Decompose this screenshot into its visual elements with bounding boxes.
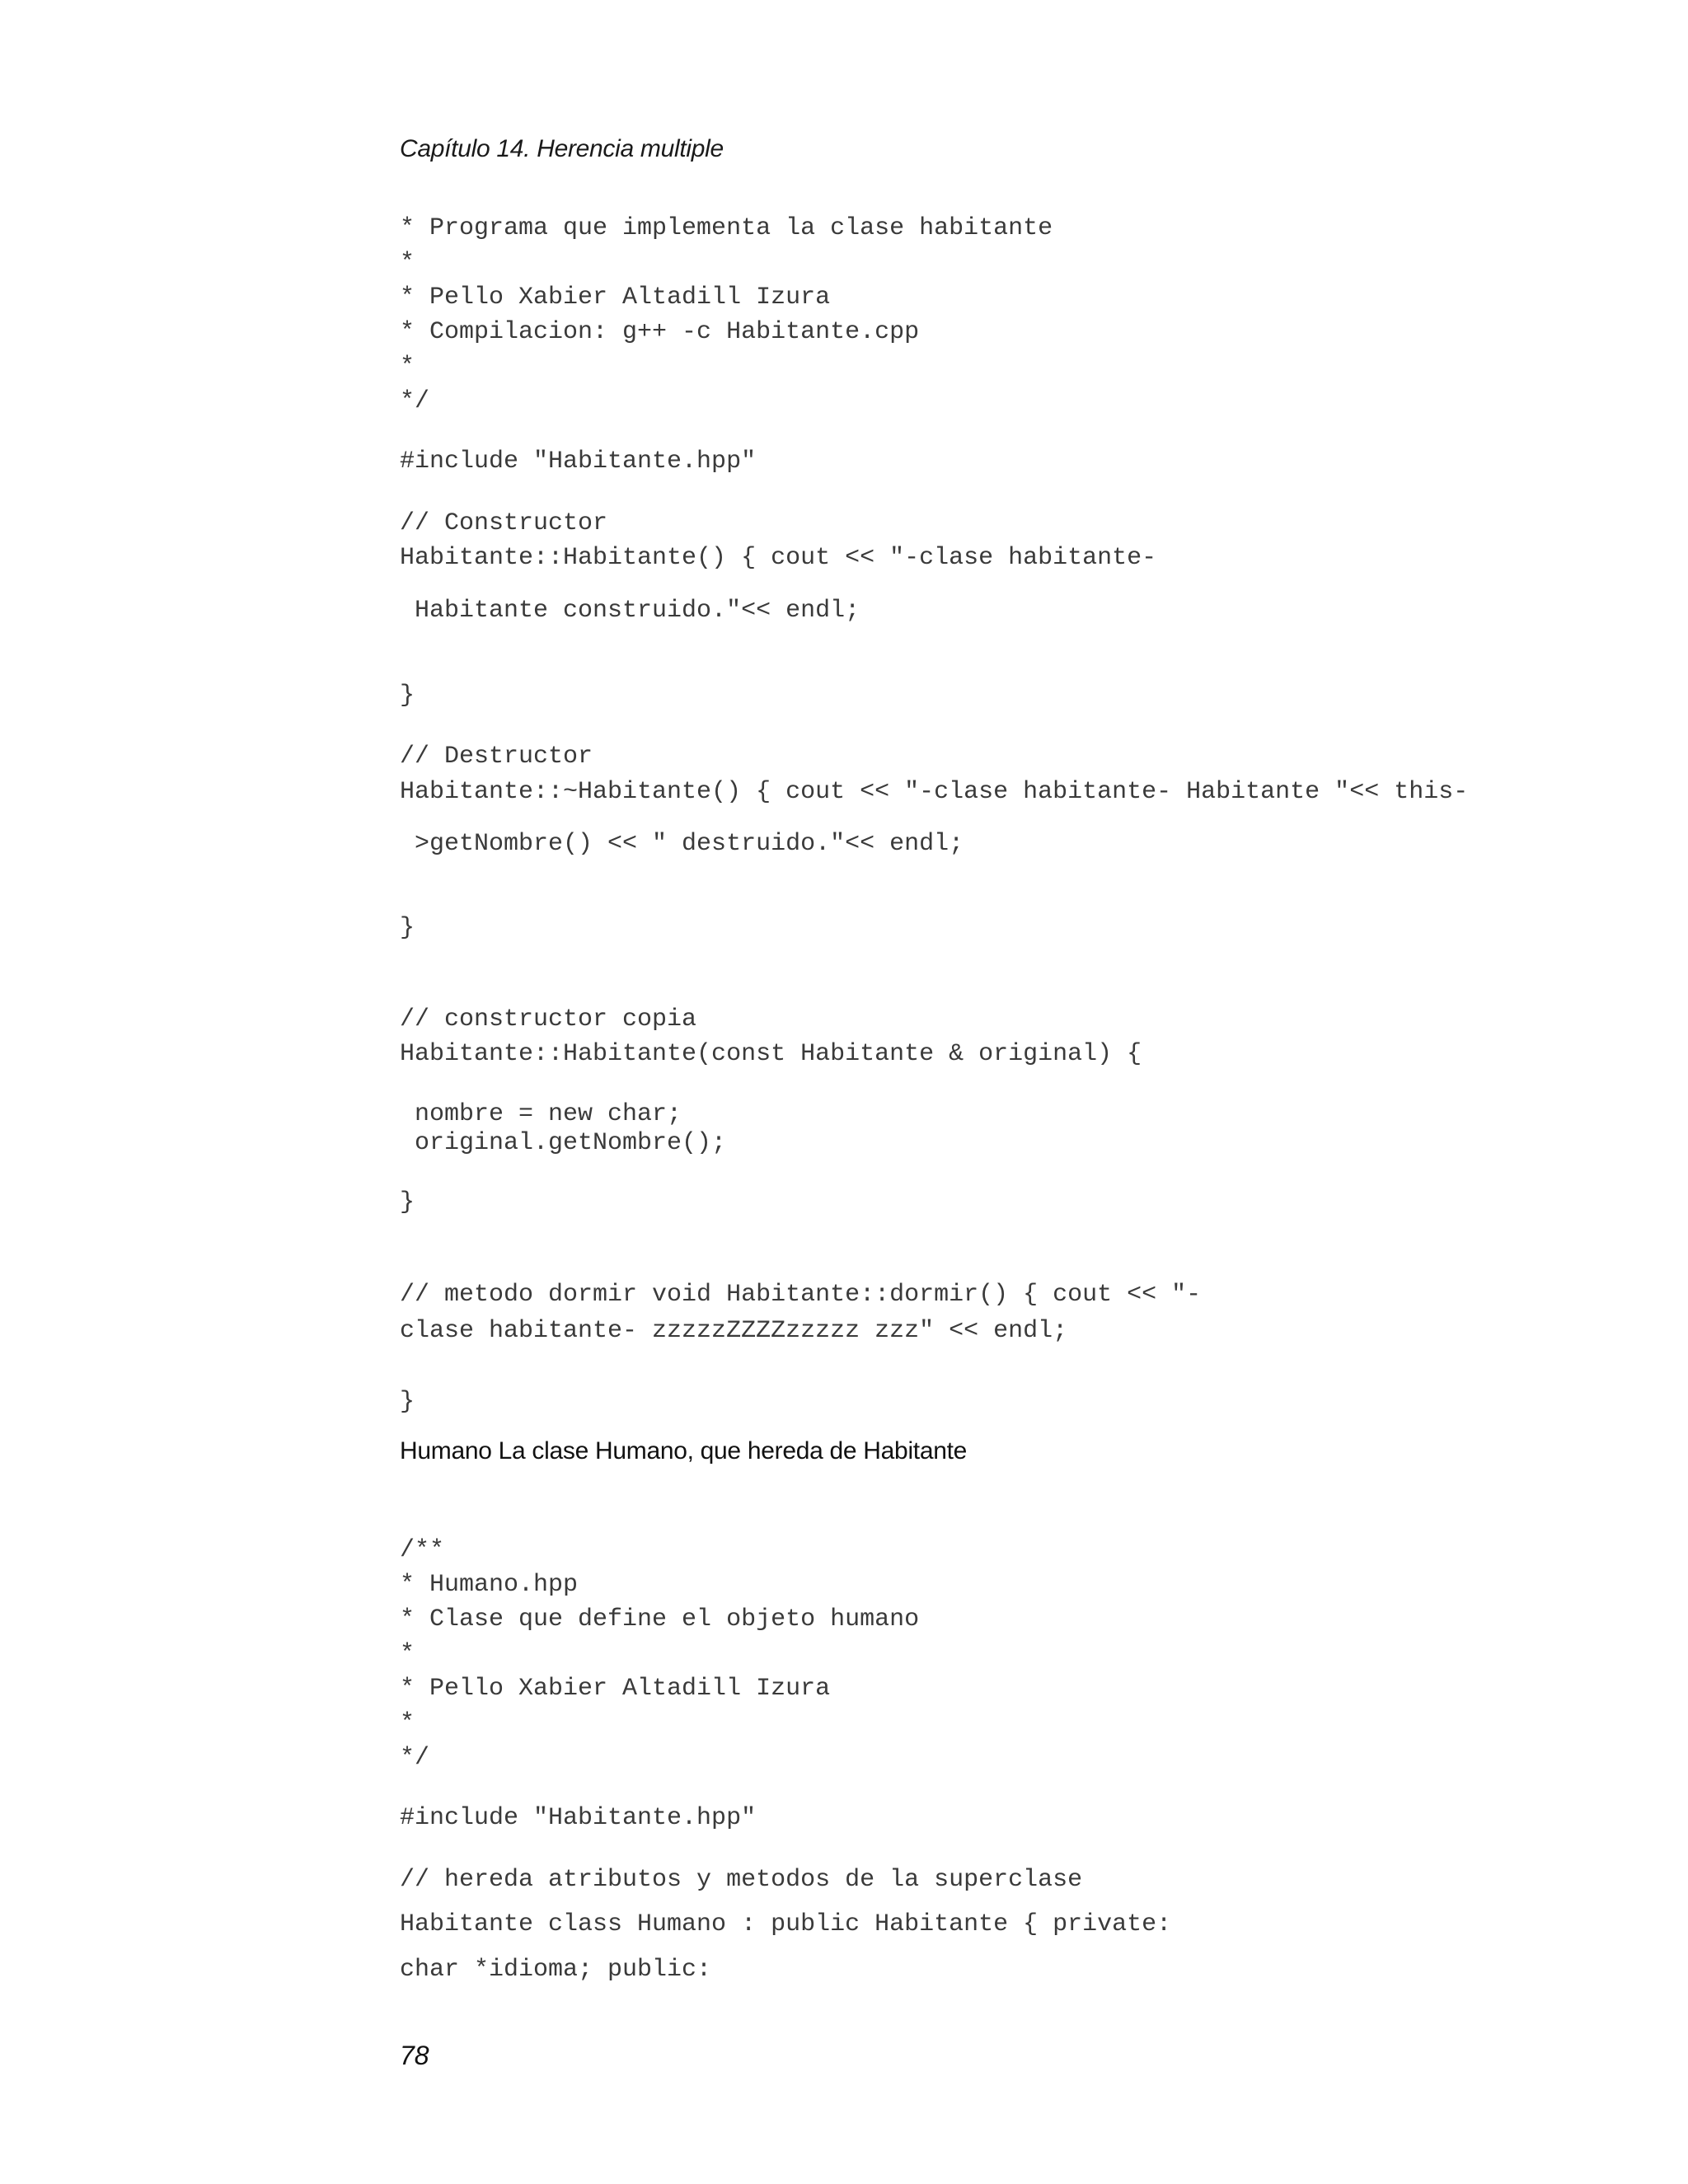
humano-comment-line: */ — [400, 1744, 430, 1772]
humano-comment-line: * — [400, 1709, 415, 1737]
inherit-comment: // hereda atributos y metodos de la superclase — [400, 1866, 1083, 1894]
constructor-line: Habitante construido."<< endl; — [400, 597, 860, 625]
chapter-title: Capítulo 14. Herencia multiple — [400, 135, 724, 162]
destructor-line: Habitante::~Habitante() { cout << "-clase habitante- Habitante "<< this- — [400, 778, 1469, 806]
page-number: 78 — [400, 2041, 429, 2070]
humano-comment-line: /** — [400, 1536, 445, 1564]
copy-constructor-body: original.getNombre(); — [400, 1129, 727, 1157]
copy-constructor-line: Habitante::Habitante(const Habitante & original) { — [400, 1040, 1142, 1068]
destructor-comment: // Destructor — [400, 743, 593, 771]
destructor-line: >getNombre() << " destruido."<< endl; — [400, 830, 964, 858]
constructor-line: Habitante::Habitante() { cout << "-clase habitante- — [400, 544, 1157, 572]
intro-comment-line: * — [400, 353, 415, 381]
humano-comment-line: * Humano.hpp — [400, 1571, 579, 1599]
dormir-line: clase habitante- zzzzzZZZZzzzzz zzz" << endl; — [400, 1317, 1068, 1345]
include-line: #include "Habitante.hpp" — [400, 1804, 757, 1832]
section-heading: Humano La clase Humano, que hereda de Habitante — [400, 1437, 968, 1465]
intro-comment-line: * Compilacion: g++ -c Habitante.cpp — [400, 318, 920, 346]
dormir-line: // metodo dormir void Habitante::dormir() { cout << "- — [400, 1281, 1202, 1309]
dormir-close: } — [400, 1388, 415, 1416]
copy-constructor-comment: // constructor copia — [400, 1005, 697, 1033]
intro-comment-line: * Programa que implementa la clase habitante — [400, 214, 1053, 242]
member-declaration: char *idioma; public: — [400, 1956, 712, 1984]
constructor-close: } — [400, 682, 415, 710]
constructor-comment: // Constructor — [400, 509, 608, 537]
include-line: #include "Habitante.hpp" — [400, 448, 757, 476]
destructor-close: } — [400, 914, 415, 942]
intro-comment-line: * Pello Xabier Altadill Izura — [400, 284, 831, 312]
copy-constructor-close: } — [400, 1188, 415, 1216]
class-declaration: Habitante class Humano : public Habitante { private: — [400, 1910, 1172, 1938]
intro-comment-line: * — [400, 249, 415, 277]
intro-comment-line: */ — [400, 387, 430, 415]
humano-comment-line: * Pello Xabier Altadill Izura — [400, 1675, 831, 1703]
copy-constructor-body: nombre = new char; — [400, 1100, 682, 1128]
humano-comment-line: * — [400, 1640, 415, 1668]
humano-comment-line: * Clase que define el objeto humano — [400, 1605, 920, 1633]
